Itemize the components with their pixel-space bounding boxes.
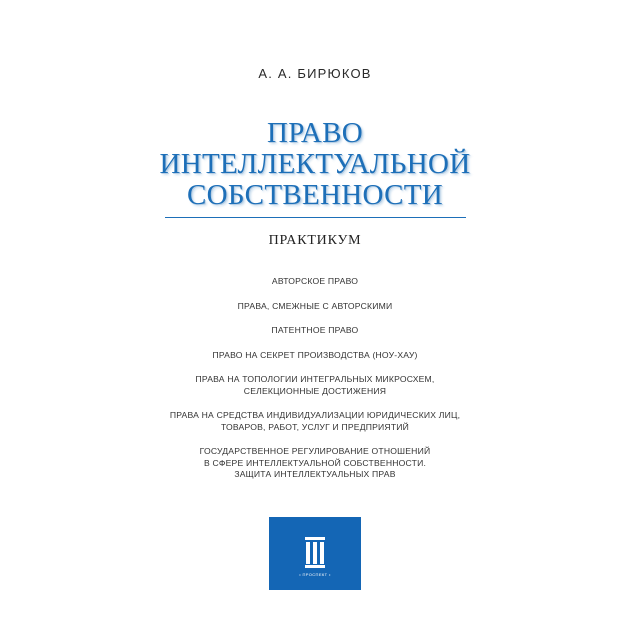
topic-line: ПРАВО НА СЕКРЕТ ПРОИЗВОДСТВА (НОУ-ХАУ) (212, 349, 418, 360)
topics-list (0, 276, 630, 494)
topic-line: СЕЛЕКЦИОННЫЕ ДОСТИЖЕНИЯ (243, 385, 387, 396)
topic-line: В СФЕРЕ ИНТЕЛЛЕКТУАЛЬНОЙ СОБСТВЕННОСТИ. (203, 457, 427, 468)
building-columns-icon (305, 537, 325, 569)
book-title (0, 118, 630, 211)
book-subtitle: ПРАКТИКУМ (268, 233, 362, 248)
title-divider (165, 217, 466, 218)
topic-item (0, 350, 630, 362)
topic-line: АВТОРСКОЕ ПРАВО (271, 276, 359, 286)
publisher-name: • ПРОСПЕКТ • (299, 572, 331, 577)
topic-item (0, 325, 630, 337)
topic-item (0, 446, 630, 481)
topic-line: ПАТЕНТНОЕ ПРАВО (271, 325, 359, 335)
book-title-line-2: ИНТЕЛЛЕКТУАЛЬНОЙ (159, 148, 471, 180)
topic-line: ЗАЩИТА ИНТЕЛЛЕКТУАЛЬНЫХ ПРАВ (234, 469, 396, 479)
topic-item (0, 276, 630, 288)
topic-line: ГОСУДАРСТВЕННОЕ РЕГУЛИРОВАНИЕ ОТНОШЕНИЙ (199, 446, 431, 456)
book-title-line-1: ПРАВО (266, 117, 364, 149)
publisher-logo (269, 517, 361, 590)
topic-line: ПРАВА НА СРЕДСТВА ИНДИВИДУАЛИЗАЦИИ ЮРИДИЧЕСКИХ ЛИЦ, (169, 410, 461, 420)
author-name: А. А. БИРЮКОВ (258, 66, 372, 81)
topic-item (0, 410, 630, 433)
topic-line: ТОВАРОВ, РАБОТ, УСЛУГ И ПРЕДПРИЯТИЙ (220, 421, 410, 432)
topic-item (0, 374, 630, 397)
topic-item (0, 301, 630, 313)
book-title-line-3: СОБСТВЕННОСТИ (187, 179, 443, 211)
topic-line: ПРАВА НА ТОПОЛОГИИ ИНТЕГРАЛЬНЫХ МИКРОСХЕМ, (195, 374, 435, 384)
topic-line: ПРАВА, СМЕЖНЫЕ С АВТОРСКИМИ (237, 300, 393, 311)
